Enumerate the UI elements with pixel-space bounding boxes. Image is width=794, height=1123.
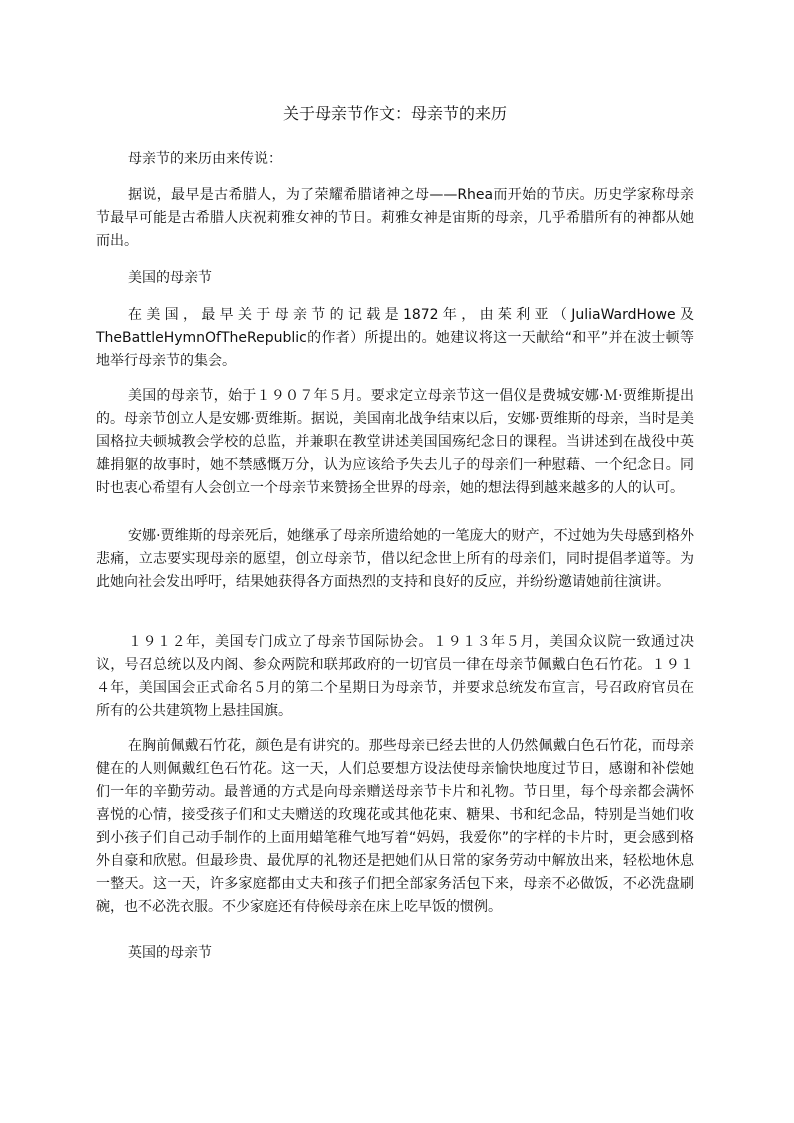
paragraph-usa-history: 在美国，最早关于母亲节的记载是1872年，由茱利亚（JuliaWardHowe及TheBattleHymnOfTheRepublic的作者）所提出的。她建议将这一天献给“和平”并在波士顿等地举行母亲节的集会。 — [96, 307, 694, 369]
section-heading-uk: 英国的母亲节 — [128, 945, 212, 961]
paragraph-carnation: 在胸前佩戴石竹花，颜色是有讲究的。那些母亲已经去世的人仍然佩戴白色石竹花，而母亲健在的人则佩戴红色石竹花。这一天，人们总要想方设法使母亲愉快地度过节日，感谢和补偿她们一年的辛勤劳动。最普通的方式是向母亲赠送母亲节卡片和礼物。节日里，每个母亲都会满怀喜悦的心情，接受孩子们和丈夫赠送的玫瑰花或其他花束、糖果、书和纪念品，特别是当她们收到小孩子们自己动手制作的上面用蜡笔稚气地写着“妈妈，我爱你”的字样的卡片时，更会感到格外自豪和欣慰。但最珍贵、最优厚的礼物还是把她们从日常的家务劳动中解放出来，轻松地休息一整天。这一天，许多家庭都由丈夫和孩子们把全部家务活包下来，母亲不必做饭，不必洗盘刷碗，也不必洗衣服。不少家庭还有侍候母亲在床上吃早饭的惯例。 — [96, 738, 694, 915]
paragraph-usa-origin: 美国的母亲节，始于１９０７年５月。要求定立母亲节这一倡仪是费城安娜·Ｍ·贾维斯提出的。母亲节创立人是安娜·贾维斯。据说，美国南北战争结束以后，安娜·贾维斯的母亲，当时是美国格拉夫顿城教会学校的总监，并兼职在教堂讲述美国国殇纪念日的课程。当讲述到在战役中英雄捐躯的故事时，她不禁感慨万分，认为应该给予失去儿子的母亲们一种慰藉、一个纪念日。同时也衷心希望有人会创立一个母亲节来赞扬全世界的母亲，她的想法得到越来越多的人的认可。 — [96, 388, 694, 496]
paragraph-legislation: １９１２年，美国专门成立了母亲节国际协会。１９１３年５月，美国众议院一致通过决议，号召总统以及内阁、参众两院和联邦政府的一切官员一律在母亲节佩戴白色石竹花。１９１４年，美国国会正式命名５月的第二个星期日为母亲节，并要求总统发布宣言，号召政府官员在所有的公共建筑物上悬挂国旗。 — [96, 634, 694, 719]
paragraph-intro: 母亲节的来历由来传说： — [128, 151, 282, 167]
document-title: 关于母亲节作文：母亲节的来历 — [282, 104, 507, 123]
section-heading-usa: 美国的母亲节 — [128, 270, 212, 286]
paragraph-anna-jarvis: 安娜·贾维斯的母亲死后，她继承了母亲所遗给她的一笔庞大的财产，不过她为失母感到格外悲痛，立志要实现母亲的愿望，创立母亲节，借以纪念世上所有的母亲们，同时提倡孝道等。为此她向社会发出呼吁，结果她获得各方面热烈的支持和良好的反应，并纷纷邀请她前往演讲。 — [96, 528, 694, 590]
paragraph-legend: 据说，最早是古希腊人，为了荣耀希腊诸神之母——Rhea而开始的节庆。历史学家称母亲节最早可能是古希腊人庆祝莉雅女神的节日。莉雅女神是宙斯的母亲，几乎希腊所有的神都从她而出。 — [96, 187, 694, 249]
